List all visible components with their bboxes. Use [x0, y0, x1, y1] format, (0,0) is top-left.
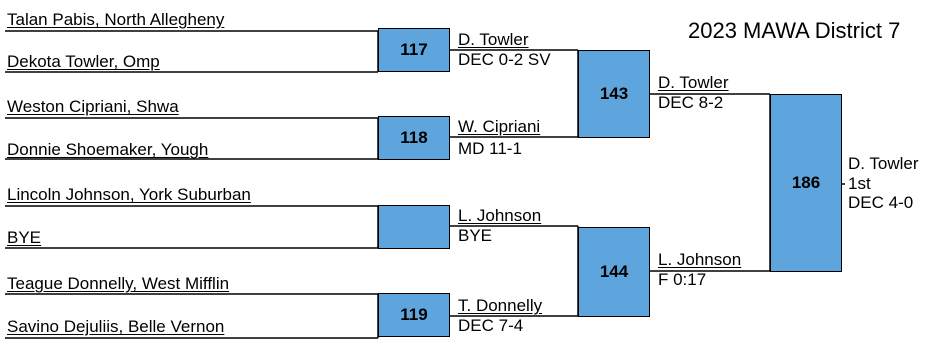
bout-box[interactable]: 144 — [578, 227, 650, 317]
winner-name: L. Johnson — [658, 250, 742, 269]
competitor-name: BYE — [7, 228, 42, 247]
competitor-name: Teague Donnelly, West Mifflin — [7, 274, 230, 293]
competitor-name: Weston Cipriani, Shwa — [7, 97, 179, 116]
bout-box[interactable]: 117 — [378, 28, 450, 72]
match-result: MD 11-1 — [458, 139, 522, 158]
bout-box[interactable] — [378, 205, 450, 249]
bout-box[interactable]: 143 — [578, 50, 650, 138]
winner-name: W. Cipriani — [458, 117, 541, 136]
competitor-name: Savino Dejuliis, Belle Vernon — [7, 317, 225, 336]
winner-name: D. Towler — [458, 30, 529, 49]
competitor-name: Lincoln Johnson, York Suburban — [7, 185, 251, 204]
match-result: BYE — [458, 226, 493, 245]
winner-name: T. Donnelly — [458, 296, 543, 315]
competitor-name: Donnie Shoemaker, Yough — [7, 140, 209, 159]
champion-name: D. Towler — [848, 154, 919, 173]
competitor-name: Dekota Towler, Omp — [7, 52, 160, 71]
bout-box[interactable]: 119 — [378, 293, 450, 337]
bracket-title: 2023 MAWA District 7 — [688, 18, 901, 43]
final-result: DEC 4-0 — [848, 193, 914, 212]
match-result: DEC 7-4 — [458, 316, 524, 335]
bout-box[interactable]: 186 — [770, 94, 842, 272]
winner-name: L. Johnson — [458, 206, 542, 225]
match-result: F 0:17 — [658, 270, 707, 289]
match-result: DEC 0-2 SV — [458, 50, 551, 69]
match-result: DEC 8-2 — [658, 93, 724, 112]
competitor-name: Talan Pabis, North Allegheny — [7, 10, 225, 29]
bout-box[interactable]: 118 — [378, 116, 450, 160]
champion-place: 1st — [848, 174, 871, 193]
winner-name: D. Towler — [658, 73, 729, 92]
